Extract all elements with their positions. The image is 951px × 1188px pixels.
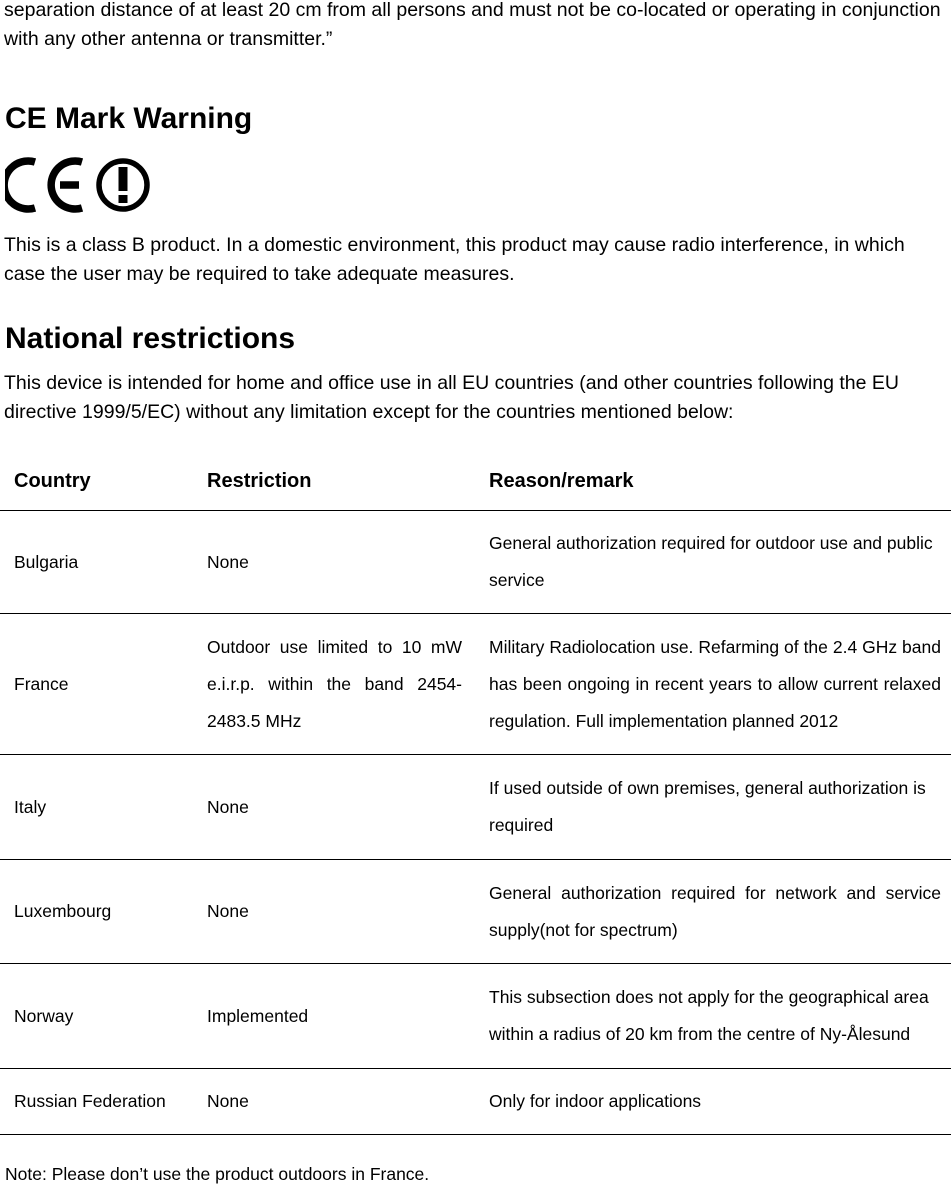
national-restrictions-paragraph: This device is intended for home and office use in all EU countries (and other countries following the EU directive 1999/5/EC) without any limitation except for the countries mentioned below: xyxy=(4,372,899,423)
cell-remark: Military Radiolocation use. Refarming of the 2.4 GHz band has been ongoing in recent years to allow current relaxed regulation. Full implementation planned 2012 xyxy=(468,614,951,755)
table-row xyxy=(0,511,951,614)
cell-restriction: Outdoor use limited to 10 mW e.i.r.p. within the band 2454-2483.5 MHz xyxy=(204,614,468,755)
ce-warning-heading: CE Mark Warning xyxy=(5,102,253,135)
cell-country: Luxembourg xyxy=(0,860,204,964)
cell-country: Russian Federation xyxy=(0,1069,204,1135)
table-row xyxy=(0,755,951,860)
table-row xyxy=(0,1069,951,1135)
cell-remark: If used outside of own premises, general authorization is required xyxy=(468,755,951,860)
cell-remark: This subsection does not apply for the geographical area within a radius of 20 km from the centre of Ny-Ålesund xyxy=(468,964,951,1069)
ce-mark-icon xyxy=(5,161,82,209)
intro-paragraph: separation distance of at least 20 cm from all persons and must not be co-located or operating in conjunction with any other antenna or transmitter.” xyxy=(4,0,941,50)
header-restriction: Restriction xyxy=(204,452,468,511)
cell-country: Italy xyxy=(0,755,204,860)
cell-country: Norway xyxy=(0,964,204,1069)
table-row xyxy=(0,614,951,755)
warning-exclamation-icon xyxy=(99,161,147,209)
ce-mark-logo xyxy=(5,156,155,214)
table-row xyxy=(0,964,951,1069)
cell-restriction: None xyxy=(204,755,468,860)
header-country: Country xyxy=(0,452,204,511)
table-header-row xyxy=(0,452,951,511)
cell-country: Bulgaria xyxy=(0,511,204,614)
table-row xyxy=(0,860,951,964)
cell-restriction: None xyxy=(204,511,468,614)
ce-warning-paragraph: This is a class B product. In a domestic environment, this product may cause radio interference, in which case the user may be required to take adequate measures. xyxy=(4,234,905,285)
cell-remark: Only for indoor applications xyxy=(468,1069,951,1135)
footnote: Note: Please don’t use the product outdoors in France. xyxy=(5,1164,430,1184)
cell-country: France xyxy=(0,614,204,755)
restrictions-table xyxy=(0,452,951,1135)
national-restrictions-heading: National restrictions xyxy=(5,322,296,355)
cell-restriction: None xyxy=(204,1069,468,1135)
header-remark: Reason/remark xyxy=(468,452,951,511)
cell-restriction: None xyxy=(204,860,468,964)
cell-remark: General authorization required for outdoor use and public service xyxy=(468,511,951,614)
cell-remark: General authorization required for network and service supply(not for spectrum) xyxy=(468,860,951,964)
cell-restriction: Implemented xyxy=(204,964,468,1069)
